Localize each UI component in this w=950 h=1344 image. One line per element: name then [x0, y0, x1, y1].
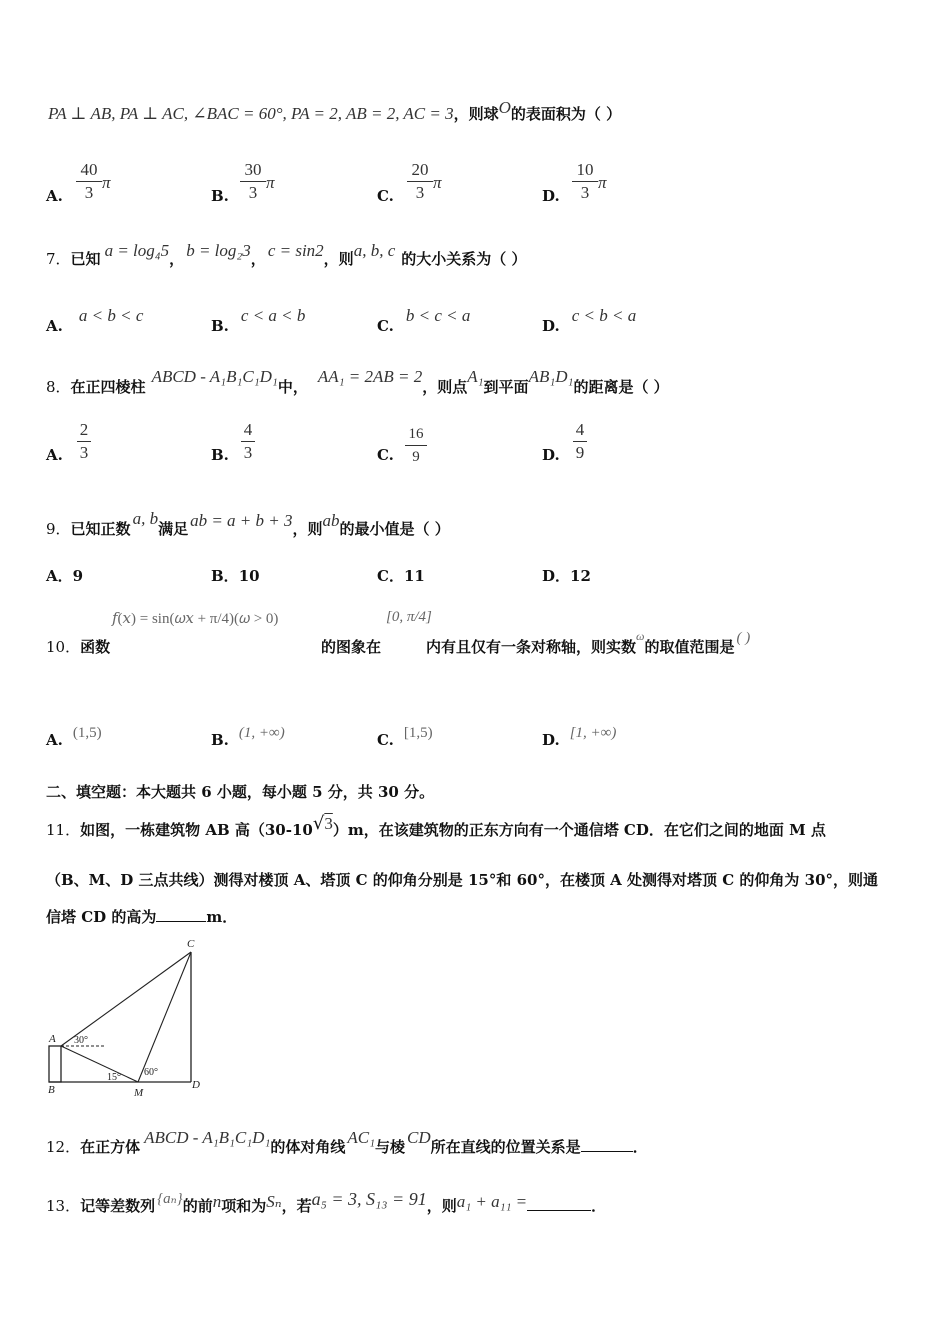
q6-option-c-label: C.	[377, 187, 394, 205]
q8-plane: AB₁D₁	[528, 367, 574, 386]
sqrt-symbol: √	[312, 813, 325, 834]
q8-option-c-label: C.	[377, 446, 394, 464]
q8-option-b-label: B.	[211, 446, 229, 464]
q7-option-c: C.b < c < a	[377, 306, 471, 335]
q6-option-d-fraction: 10 3	[572, 160, 598, 203]
angle-15: 15°	[107, 1072, 121, 1083]
q13-n: n	[212, 1192, 222, 1211]
q11-line-2: （B、M、D 三点共线）测得对楼顶 A、塔顶 C 的仰角分别是 15°和 60°，在楼顶 A 处测得对塔顶 C 的仰角为 30°，则通	[46, 871, 879, 889]
q9-vars: a, b	[132, 509, 159, 528]
pi-symbol: π	[102, 173, 111, 192]
q11-line-3: 信塔 CD 的高为 m．	[46, 908, 238, 926]
q8-option-a-fraction: 2 3	[77, 420, 91, 463]
building-ab	[49, 1046, 61, 1082]
q11-line-1: 11．如图，一栋建筑物 AB 高（30-10√3）m，在该建筑物的正东方向有一个通信塔 CD．在它们之间的地面 M 点	[46, 813, 826, 839]
q10-paren: ( )	[736, 630, 751, 646]
label-m: M	[134, 1087, 144, 1099]
q7-option-b: B.c < a < b	[211, 306, 306, 335]
q13-expr: a₁ + a₁₁ =	[456, 1192, 528, 1211]
q11-figure	[40, 930, 220, 1100]
angle-60: 60°	[144, 1067, 158, 1078]
q13-stem: 13．记等差数列 {aₙ}的前n项和为Sₙ，若a₅ = 3, S₁₃ = 91，则a₁ + a₁₁ = ．	[46, 1189, 607, 1215]
q11-sqrt-value: 3	[324, 814, 333, 833]
label-b: B	[48, 1084, 55, 1096]
q12-cube: ABCD - A₁B₁C₁D₁	[144, 1128, 271, 1147]
q8-stem: 8．在正四棱柱ABCD - A₁B₁C₁D₁中，AA₁ = 2AB = 2，则点A₁到平面AB₁D₁的距离是（ ）	[46, 367, 669, 396]
q12-diagonal: AC₁	[347, 1128, 376, 1147]
q6-condition: PA ⊥ AB, PA ⊥ AC, ∠BAC = 60°, PA = 2, AB = 2, AC = 3	[48, 104, 454, 123]
q9-option-a: A．9	[46, 567, 84, 585]
q6-option-c-fraction: 20 3	[407, 160, 433, 203]
q9-condition: ab = a + b + 3	[190, 511, 293, 530]
pi-symbol: π	[598, 173, 607, 192]
q10-text-3: 内有且仅有一条对称轴，则实数$^\omega$的取值范围是 ( )	[426, 629, 751, 656]
q10-text-2: 的图象在	[321, 638, 382, 656]
q12-stem: 12．在正方体 ABCD - A₁B₁C₁D₁的体对角线 AC₁与棱 CD所在直线的位置关系是 ．	[46, 1128, 648, 1156]
q6-option-d-label: D.	[542, 187, 560, 205]
q8-prism: ABCD - A₁B₁C₁D₁	[151, 367, 278, 386]
q7-stem: 7．已知 a = log₄5， b = log₂3， c = sin2，则a, b, c 的大小关系为（ ）	[46, 241, 527, 268]
q13-sn: Sₙ	[266, 1192, 282, 1211]
q10-option-b: B. (1, +∞)	[211, 725, 285, 749]
q8-condition: AA₁ = 2AB = 2	[317, 367, 423, 386]
label-d: D	[192, 1079, 200, 1091]
q8-option-d-label: D.	[542, 446, 560, 464]
q7-a-def: a = log₄5	[104, 241, 170, 260]
sphere-label: O	[498, 98, 511, 117]
q10-option-a: A. (1,5)	[46, 725, 102, 749]
q10-function: 𝑓(𝑥) = sin(𝜔𝑥 + π/4)(𝜔 > 0)	[112, 611, 279, 627]
q7-option-d: D.c < b < a	[542, 306, 637, 335]
q6-option-b-fraction: 30 3	[240, 160, 266, 203]
q7-vars: a, b, c	[353, 241, 396, 260]
q12-edge: CD	[407, 1128, 431, 1147]
q9-option-b: B．10	[211, 567, 260, 585]
q8-point: A₁	[467, 367, 484, 386]
line-am	[61, 1046, 138, 1082]
angle-30: 30°	[74, 1035, 88, 1046]
label-c: C	[187, 938, 195, 950]
pi-symbol: π	[433, 173, 442, 192]
q9-option-c: C．11	[377, 567, 425, 585]
q10-var: ω	[636, 629, 645, 643]
q8-option-a-label: A.	[46, 446, 63, 464]
label-a: A	[49, 1033, 56, 1045]
section-heading: 二、填空题：本大题共 6 小题，每小题 5 分，共 30 分。	[46, 783, 435, 801]
q6-option-b-label: B.	[211, 187, 229, 205]
q8-option-c-fraction: 16 9	[405, 424, 427, 467]
pi-symbol: π	[266, 173, 275, 192]
q9-expr: ab	[322, 511, 340, 530]
q9-stem: 9．已知正数a, b满足 ab = a + b + 3，则ab的最小值是（ ）	[46, 509, 450, 538]
q7-b-def: b = log₂3	[186, 241, 251, 260]
q6-option-a-label: A.	[46, 187, 63, 205]
q10-interval: [0, π/4]	[386, 609, 432, 625]
q8-option-d-fraction: 4 9	[573, 420, 587, 463]
q8-option-b-fraction: 4 3	[241, 420, 255, 463]
q6-stem: PA ⊥ AB, PA ⊥ AC, ∠BAC = 60°, PA = 2, AB = 2, AC = 3，则球O的表面积为（ ）	[48, 98, 622, 123]
q10-option-d: D. [1, +∞)	[542, 725, 617, 749]
q9-option-d: D．12	[542, 567, 591, 585]
q10-option-c: C. [1,5)	[377, 725, 433, 749]
q13-condition: a₅ = 3, S₁₃ = 91	[311, 1189, 427, 1209]
q13-sequence: {aₙ}	[157, 1191, 183, 1207]
q10-number: 10．函数	[46, 638, 111, 656]
q7-option-a: A.a < b < c	[46, 306, 144, 335]
q6-option-a-fraction: 40 3	[76, 160, 102, 203]
q7-c-def: c = sin2	[267, 241, 324, 260]
